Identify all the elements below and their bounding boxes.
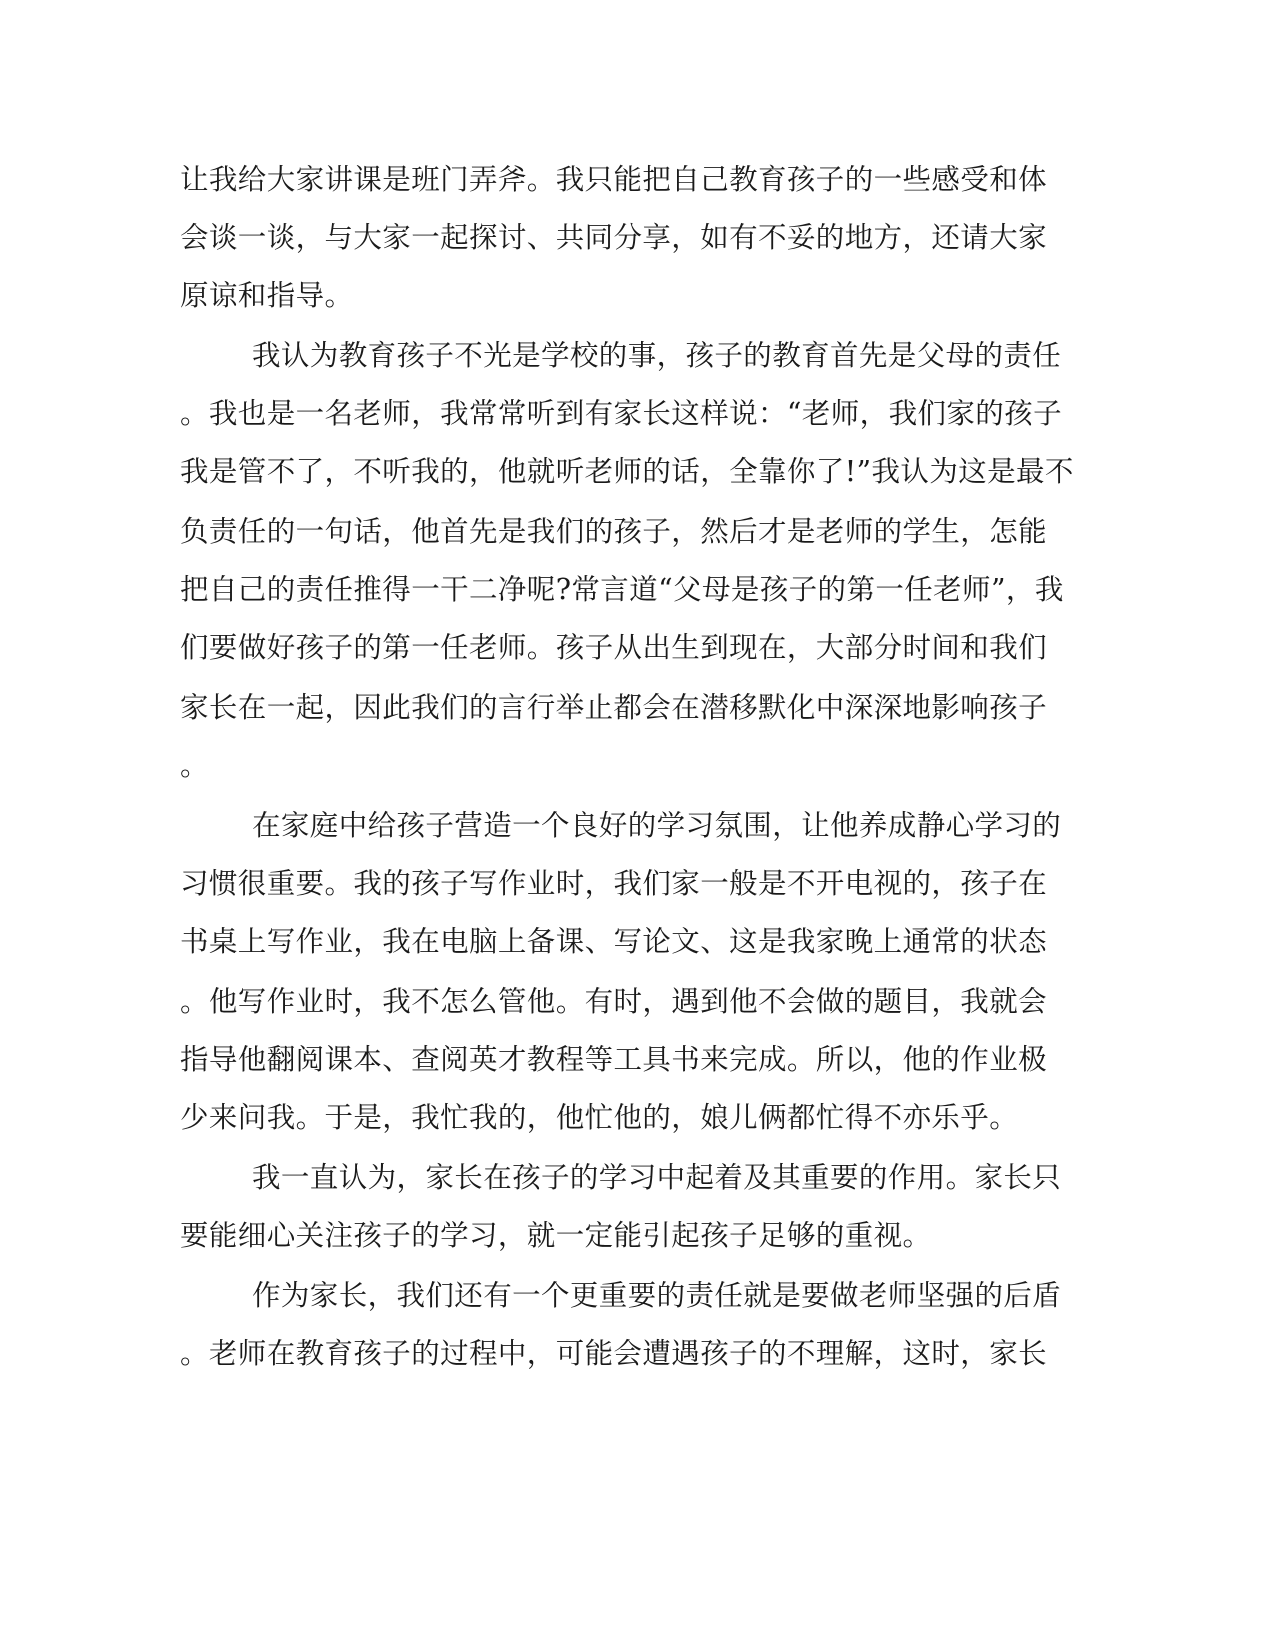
text-line: 在家庭中给孩子营造一个良好的学习氛围，让他养成静心学习的 [252, 809, 1062, 842]
text-line: 家长在一起，因此我们的言行举止都会在潜移默化中深深地影响孩子 [180, 691, 1048, 724]
text-line: 习惯很重要。我的孩子写作业时，我们家一般是不开电视的，孩子在 [180, 867, 1048, 900]
text-line: 。 [180, 749, 209, 782]
text-line: 指导他翻阅课本、查阅英才教程等工具书来完成。所以，他的作业极 [180, 1043, 1048, 1076]
text-line: 少来问我。于是，我忙我的，他忙他的，娘儿俩都忙得不亦乐乎。 [180, 1101, 1019, 1134]
text-line: 负责任的一句话，他首先是我们的孩子，然后才是老师的学生，怎能 [180, 515, 1048, 548]
text-line: 我认为教育孩子不光是学校的事，孩子的教育首先是父母的责任 [252, 339, 1062, 372]
text-line: 要能细心关注孩子的学习，就一定能引起孩子足够的重视。 [180, 1219, 932, 1252]
text-line: 我一直认为，家长在孩子的学习中起着及其重要的作用。家长只 [252, 1161, 1062, 1194]
text-line: 作为家长，我们还有一个更重要的责任就是要做老师坚强的后盾 [252, 1279, 1062, 1312]
text-line: 。我也是一名老师，我常常听到有家长这样说：“老师，我们家的孩子 [180, 397, 1062, 430]
text-line: 把自己的责任推得一干二净呢?常言道“父母是孩子的第一任老师”，我 [180, 573, 1064, 606]
text-line: 原谅和指导。 [180, 279, 354, 312]
text-line: 。老师在教育孩子的过程中，可能会遭遇孩子的不理解，这时，家长 [180, 1337, 1048, 1370]
text-line: 让我给大家讲课是班门弄斧。我只能把自己教育孩子的一些感受和体 [180, 163, 1048, 196]
text-line: 。他写作业时，我不怎么管他。有时，遇到他不会做的题目，我就会 [180, 985, 1048, 1018]
text-line: 书桌上写作业，我在电脑上备课、写论文、这是我家晚上通常的状态 [180, 925, 1048, 958]
text-line: 我是管不了，不听我的，他就听老师的话，全靠你了!”我认为这是最不 [180, 455, 1074, 488]
text-line: 们要做好孩子的第一任老师。孩子从出生到现在，大部分时间和我们 [180, 631, 1048, 664]
text-line: 会谈一谈，与大家一起探讨、共同分享，如有不妥的地方，还请大家 [180, 221, 1048, 254]
